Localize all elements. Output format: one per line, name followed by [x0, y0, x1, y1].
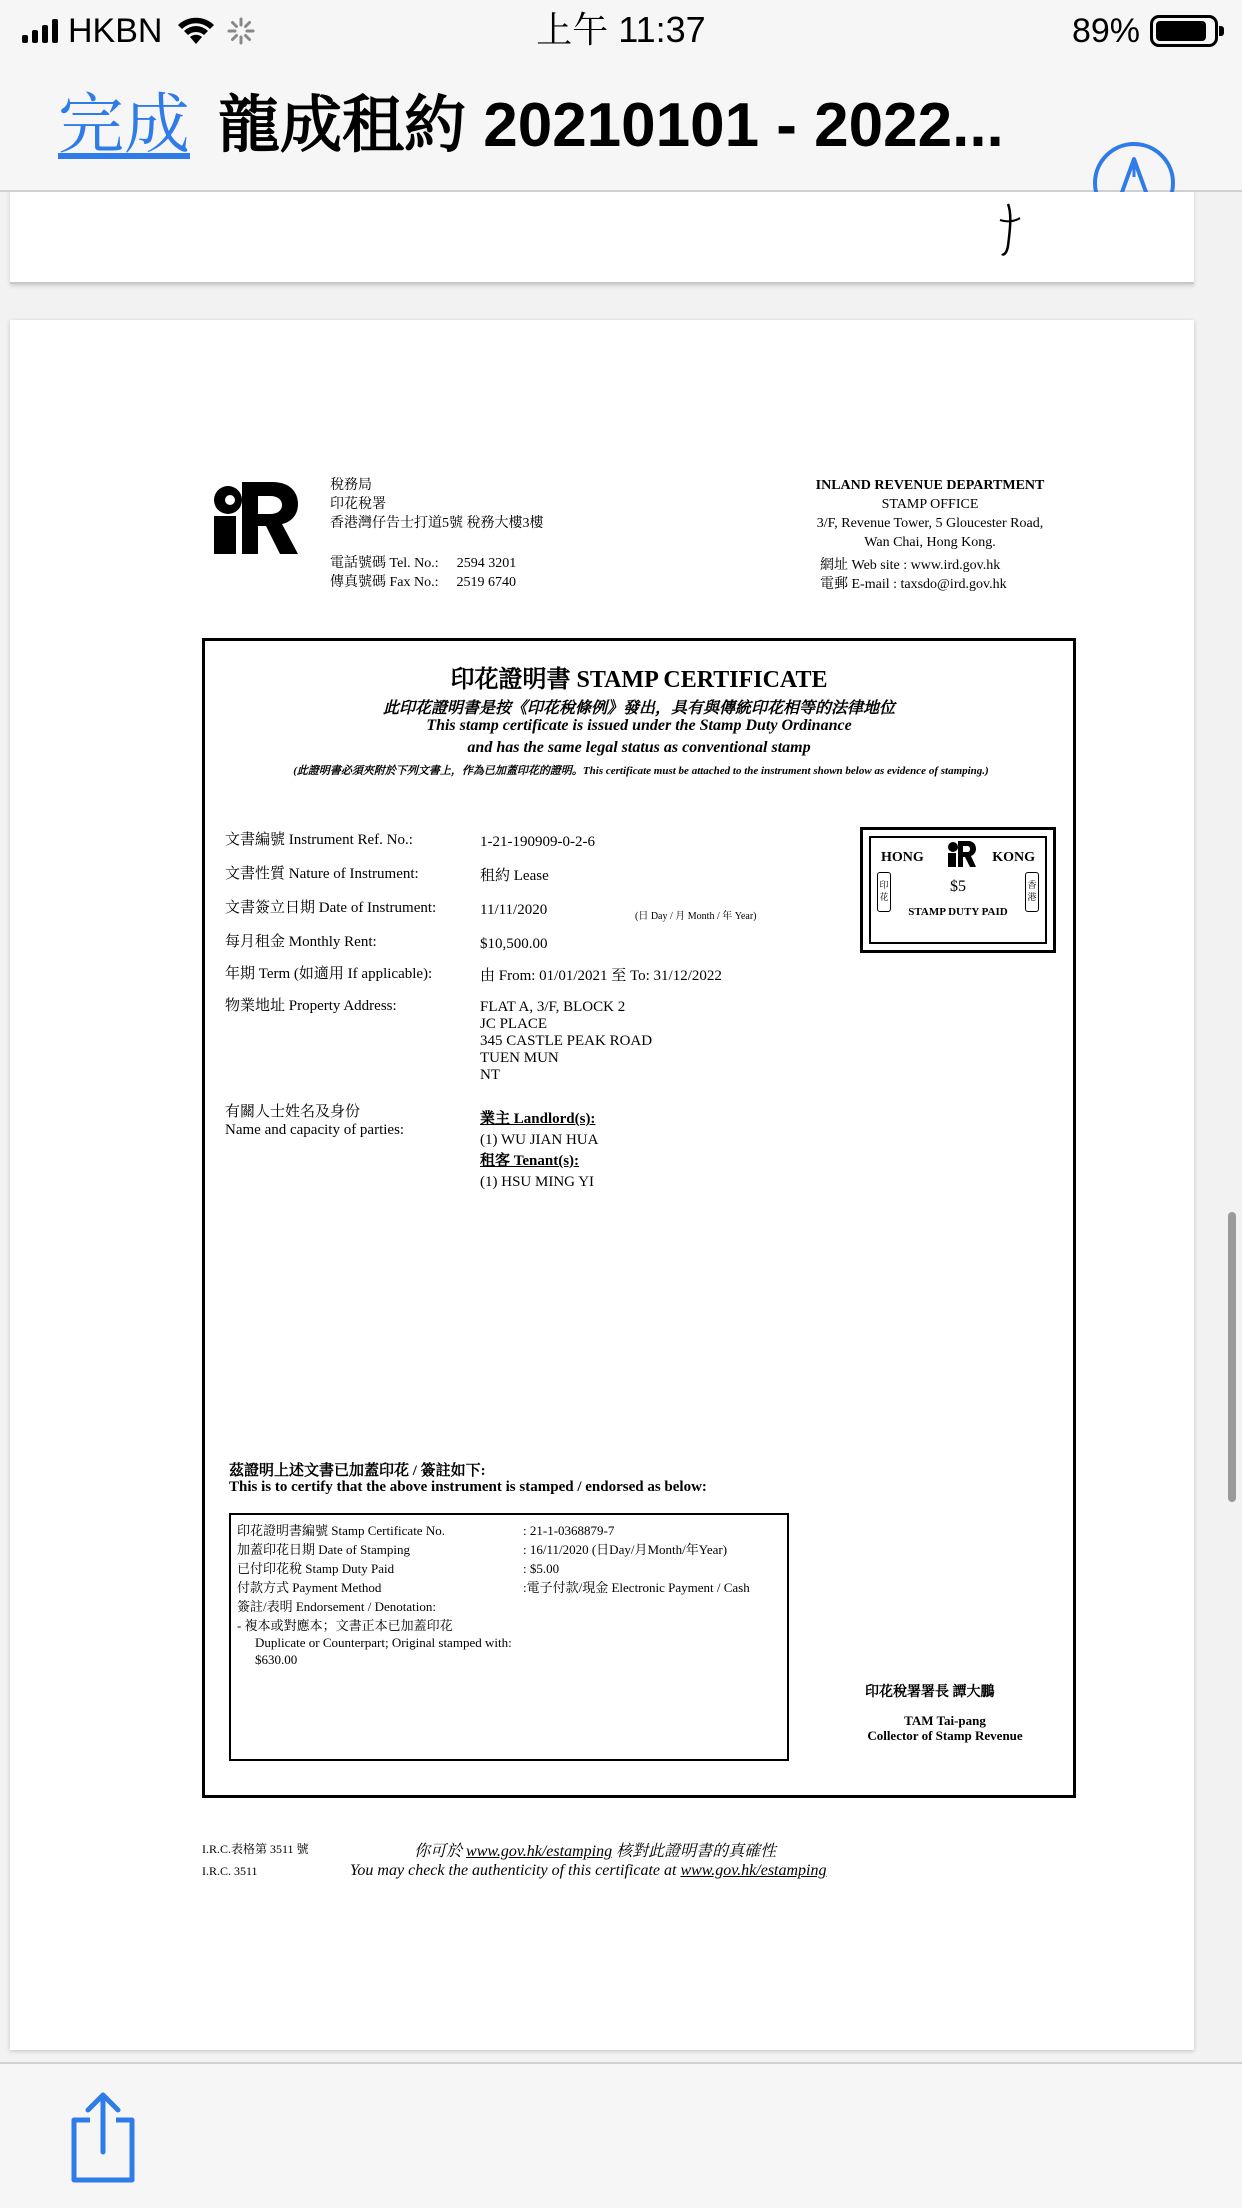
collector-name-zh: 印花稅署署長 譚大鵬 — [865, 1685, 995, 1700]
tel-label: 電話號碼 Tel. No.: — [330, 556, 439, 571]
estamping-link[interactable]: www.gov.hk/estamping — [680, 1862, 827, 1879]
rent-value: $10,500.00 — [480, 936, 548, 952]
stamp-value: $5 — [950, 878, 966, 895]
certify-statement-en: This is to certify that the above instrument is stamped / endorsed as below: — [229, 1479, 707, 1495]
duty-paid-value: : $5.00 — [523, 1561, 560, 1576]
ird-en-head: INLAND REVENUE DEPARTMENT — [815, 478, 1045, 493]
status-bar — [0, 0, 1242, 62]
stamp-side-left: 印花 — [877, 872, 891, 912]
address-line: NT — [480, 1067, 500, 1083]
form-number — [202, 1838, 309, 1882]
ird-zh-line: 香港灣仔告士打道5號 稅務大樓3樓 — [330, 516, 544, 531]
battery-percent: 89% — [1071, 12, 1140, 50]
carrier-name: HKBN — [68, 12, 163, 50]
endorsement-label: 簽註/表明 Endorsement / Denotation: — [237, 1599, 436, 1614]
cert-no-label: 印花證明書編號 Stamp Certificate No. — [237, 1523, 445, 1538]
date-format: (日 Day / 月 Month / 年 Year) — [635, 911, 757, 922]
verify-text: 你可於 — [414, 1843, 463, 1860]
address-label: 物業地址 Property Address: — [225, 998, 397, 1014]
endorsement-line: - 複本或對應本；文書正本已加蓋印花 — [237, 1618, 453, 1633]
tenant-entry: (1) HSU MING YI — [480, 1174, 595, 1190]
date-label: 文書簽立日期 Date of Instrument: — [225, 900, 437, 916]
status-time: 上午 11:37 — [536, 9, 706, 50]
address-line: TUEN MUN — [480, 1050, 559, 1066]
rent-label: 每月租金 Monthly Rent: — [225, 934, 377, 950]
nav-bar — [0, 62, 1242, 192]
estamping-link[interactable]: www.gov.hk/estamping — [466, 1843, 613, 1860]
nature-value: 租約 Lease — [480, 868, 549, 884]
parties-value — [480, 1109, 598, 1193]
tel-value: 2594 3201 — [456, 556, 517, 571]
ird-web-email — [820, 556, 1007, 594]
fax-label: 傳真號碼 Fax No.: — [330, 575, 439, 590]
certificate-subtitle-en-2: and has the same legal status as conventional stamp — [467, 739, 811, 756]
battery-level-fill — [1156, 21, 1206, 41]
certificate-page — [10, 320, 1194, 2050]
ird-address-zh — [330, 476, 544, 533]
ird-contact — [330, 554, 516, 592]
signature-mark — [990, 202, 1030, 262]
ird-stamp-logo — [947, 840, 977, 868]
parties-label-en: Name and capacity of parties: — [225, 1122, 405, 1138]
fax-value: 2519 6740 — [456, 575, 516, 590]
ird-website: 網址 Web site : www.ird.gov.hk — [820, 558, 1001, 573]
cert-no-value: : 21-1-0368879-7 — [523, 1523, 615, 1538]
date-value: 11/11/2020 — [480, 902, 548, 918]
verify-text: You may check the authenticity of this certificate at — [350, 1862, 677, 1879]
collector-title: Collector of Stamp Revenue — [867, 1728, 1023, 1743]
stamp-side-right: 香港 — [1025, 872, 1039, 912]
stamp-duty-paid-stamp — [860, 827, 1056, 953]
landlord-heading: 業主 Landlord(s): — [480, 1111, 596, 1127]
ird-en-line: 3/F, Revenue Tower, 5 Gloucester Road, — [816, 516, 1044, 531]
stamping-details-box — [229, 1513, 789, 1761]
ird-zh-line: 稅務局 — [330, 478, 372, 493]
address-line: FLAT A, 3/F, BLOCK 2 — [480, 999, 626, 1015]
ird-en-line: STAMP OFFICE — [881, 497, 979, 512]
collector-name-en — [835, 1713, 1055, 1743]
address-value — [480, 999, 652, 1084]
bottom-toolbar — [0, 2062, 1242, 2208]
endorsement-amount: $630.00 — [255, 1652, 298, 1667]
scroll-indicator[interactable] — [1228, 1212, 1236, 1502]
address-line: JC PLACE — [480, 1016, 548, 1032]
parties-label-zh: 有關人士姓名及身份 — [225, 1104, 361, 1120]
form-number-zh: I.R.C.表格第 3511 號 — [202, 1842, 309, 1856]
status-right — [1072, 12, 1218, 50]
certificate-subtitle-zh: 此印花證明書是按《印花稅條例》發出，具有與傳統印花相等的法律地位 — [382, 700, 895, 717]
previous-page — [10, 192, 1194, 284]
ref-value: 1-21-190909-0-2-6 — [480, 834, 595, 850]
parties-label — [225, 1103, 404, 1139]
certify-statement-zh: 茲證明上述文書已加蓋印花 / 簽註如下: — [229, 1463, 486, 1479]
address-line: 345 CASTLE PEAK ROAD — [480, 1033, 653, 1049]
stamping-date-label: 加蓋印花日期 Date of Stamping — [237, 1542, 410, 1557]
stamp-paid-text: STAMP DUTY PAID — [908, 906, 1008, 918]
done-button[interactable]: 完成 — [58, 87, 190, 161]
certificate-subtitle-en: This stamp certificate is issued under the Stamp Duty Ordinance — [426, 717, 852, 734]
battery-icon — [1150, 15, 1218, 47]
share-icon[interactable] — [66, 2090, 140, 2186]
stamping-date-value: : 16/11/2020 (日Day/月Month/年Year) — [523, 1542, 728, 1557]
stamp-hong: HONG — [881, 850, 924, 865]
stamp-certificate — [202, 638, 1076, 1798]
nature-label: 文書性質 Nature of Instrument: — [225, 866, 419, 882]
stamp-kong: KONG — [992, 850, 1035, 865]
collector-name: TAM Tai-pang — [904, 1713, 986, 1728]
tenant-heading: 租客 Tenant(s): — [480, 1153, 580, 1169]
payment-method-label: 付款方式 Payment Method — [237, 1580, 382, 1595]
certificate-note: (此證明書必須夾附於下列文書上，作為已加蓋印花的證明。This certificate must be attached to the instrument shown below as evidence of stamping.) — [293, 765, 989, 777]
verify-note-en — [350, 1862, 827, 1880]
ird-zh-line: 印花稅署 — [330, 497, 386, 512]
duty-paid-label: 已付印花稅 Stamp Duty Paid — [237, 1561, 395, 1576]
verify-note-zh — [414, 1838, 776, 1861]
certificate-title: 印花證明書 STAMP CERTIFICATE — [450, 667, 828, 693]
payment-method-value: :電子付款/現金 Electronic Payment / Cash — [523, 1580, 750, 1595]
document-viewer[interactable] — [0, 192, 1242, 2062]
verify-text: 核對此證明書的真確性 — [616, 1843, 777, 1860]
landlord-entry: (1) WU JIAN HUA — [480, 1132, 599, 1148]
ref-label: 文書編號 Instrument Ref. No.: — [225, 832, 413, 848]
form-number-en: I.R.C. 3511 — [202, 1864, 258, 1878]
stamp-inner-frame — [869, 836, 1047, 944]
document-title: 龍成租約 20210101 - 2022... — [218, 91, 1004, 160]
ird-address-en — [770, 476, 1090, 552]
term-value: 由 From: 01/01/2021 至 To: 31/12/2022 — [480, 968, 722, 984]
ird-logo — [210, 478, 300, 556]
endorsement-line: Duplicate or Counterpart; Original stamped with: — [255, 1635, 512, 1650]
ird-email: 電郵 E-mail : taxsdo@ird.gov.hk — [820, 577, 1007, 592]
term-label: 年期 Term (如適用 If applicable): — [225, 966, 433, 982]
ird-en-line: Wan Chai, Hong Kong. — [864, 535, 996, 550]
